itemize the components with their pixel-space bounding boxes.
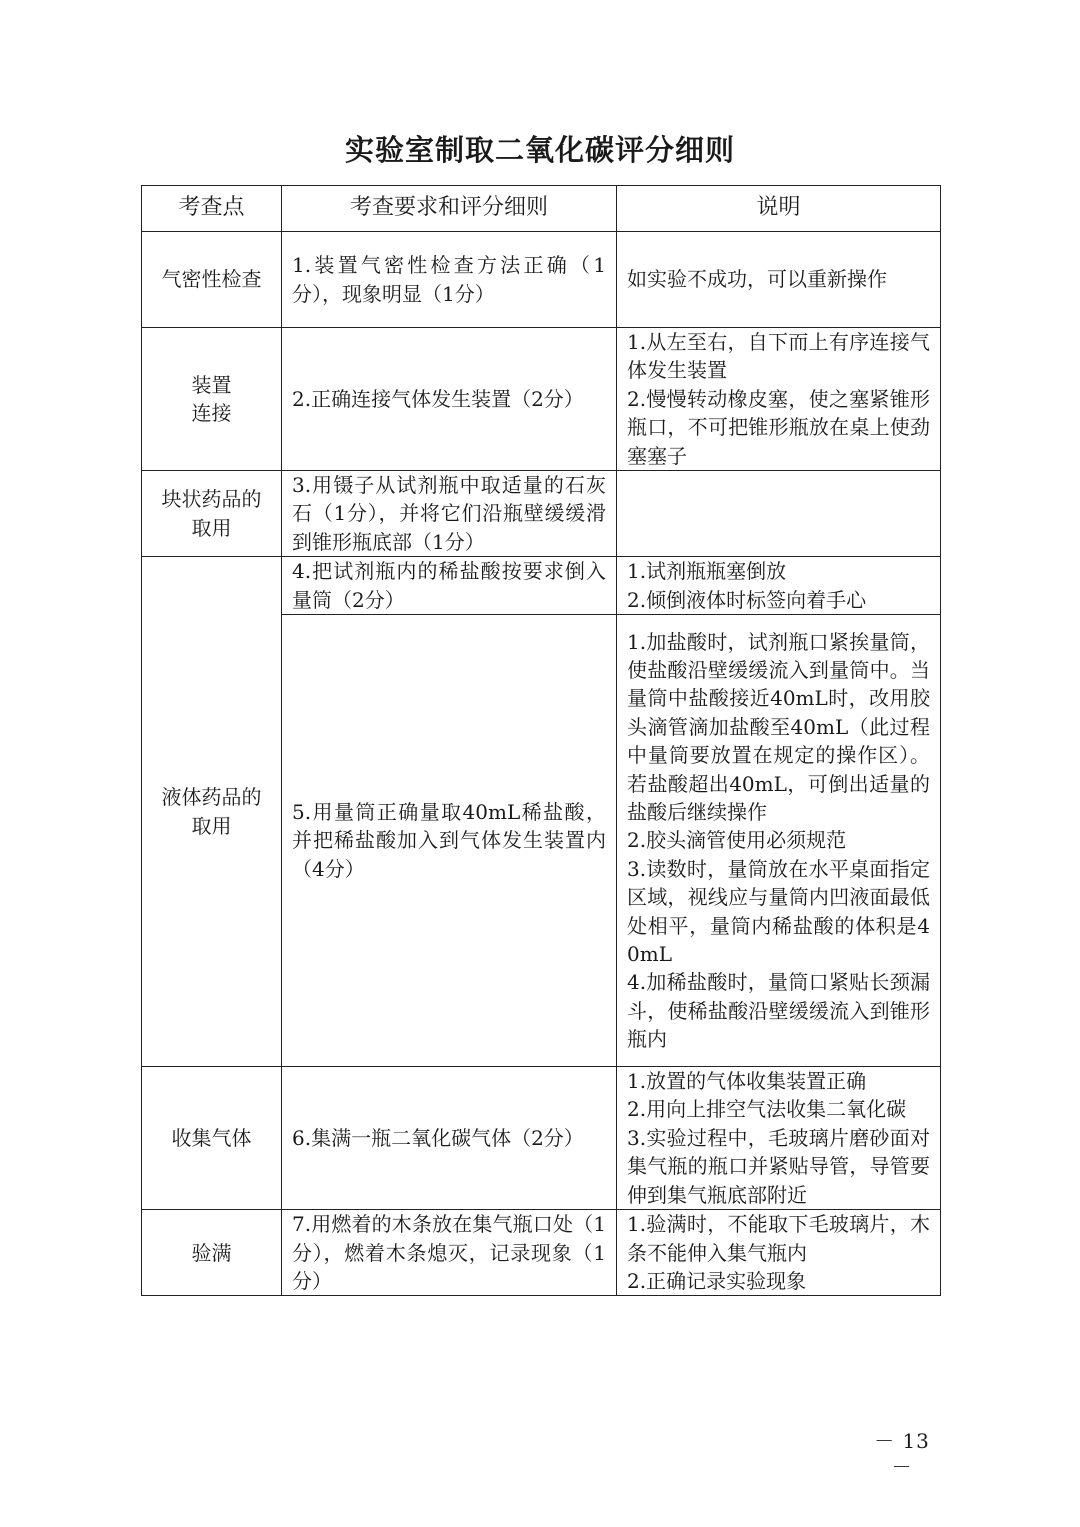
- table-row: [142, 1210, 941, 1296]
- header-check-point: 考查点: [142, 186, 282, 232]
- document-title: 实验室制取二氧化碳评分细则: [344, 133, 735, 167]
- header-notes: 说明: [617, 186, 941, 232]
- note-item: 2.慢慢转动橡皮塞，使之塞紧锥形瓶口，不可把锥形瓶放在桌上使劲塞塞子: [627, 386, 930, 468]
- requirement-cell: 7.用燃着的木条放在集气瓶口处（1分），燃着木条熄灭，记录现象（1分）: [282, 1210, 617, 1296]
- requirement-cell: 5.用量筒正确量取40mL稀盐酸，并把稀盐酸加入到气体发生装置内（4分）: [282, 615, 617, 1067]
- note-item: 3.实验过程中，毛玻璃片磨砂面对集气瓶的瓶口并紧贴导管，导管要伸到集气瓶底部附近: [627, 1125, 930, 1207]
- check-point-label: 取用: [191, 813, 232, 838]
- check-point-cell: [142, 328, 282, 471]
- check-point-label: 验满: [191, 1240, 232, 1265]
- table-row: [142, 232, 941, 328]
- requirement-cell: 3.用镊子从试剂瓶中取适量的石灰石（1分），并将它们沿瓶壁缓缓滑到锥形瓶底部（1分）: [282, 471, 617, 557]
- check-point-cell: [142, 232, 282, 328]
- notes-cell: [617, 557, 941, 615]
- check-point-label: 块状药品的: [161, 487, 262, 512]
- check-point-cell: [142, 471, 282, 557]
- notes-cell: [617, 1210, 941, 1296]
- notes-cell: [617, 1067, 941, 1210]
- notes-cell: [617, 328, 941, 471]
- notes-cell: [617, 615, 941, 1067]
- table-header-row: [142, 186, 941, 232]
- table-row: [142, 557, 941, 615]
- note-item: 2.倾倒液体时标签向着手心: [627, 587, 867, 612]
- note-item: 1.放置的气体收集装置正确: [627, 1069, 867, 1094]
- note-item: 1.从左至右，自下而上有序连接气体发生装置: [627, 330, 930, 383]
- requirement-cell: 1.装置气密性检查方法正确（1分），现象明显（1分）: [282, 232, 617, 328]
- table-row: [142, 471, 941, 557]
- check-point-label: 连接: [191, 401, 232, 426]
- page-number: － 13 －: [874, 1429, 930, 1479]
- note-item: 1.验满时，不能取下毛玻璃片，木条不能伸入集气瓶内: [627, 1212, 930, 1265]
- check-point-label: 气密性检查: [161, 267, 262, 292]
- requirement-cell: 6.集满一瓶二氧化碳气体（2分）: [282, 1067, 617, 1210]
- check-point-label: 装置: [191, 372, 232, 397]
- check-point-cell: [142, 1067, 282, 1210]
- requirement-cell: 4.把试剂瓶内的稀盐酸按要求倒入量筒（2分）: [282, 557, 617, 615]
- scoring-table: [141, 185, 941, 1296]
- note-item: 2.正确记录实验现象: [627, 1268, 807, 1293]
- note-item: 3.读数时，量筒放在水平桌面指定区域，视线应与量筒内凹液面最低处相平，量筒内稀盐酸的体积是40mL: [627, 856, 930, 966]
- note-item: 4.加稀盐酸时，量筒口紧贴长颈漏斗，使稀盐酸沿壁缓缓流入到锥形瓶内: [627, 970, 930, 1052]
- check-point-cell: [142, 1210, 282, 1296]
- note-item: 2.胶头滴管使用必须规范: [627, 828, 847, 853]
- requirement-cell: 2.正确连接气体发生装置（2分）: [282, 328, 617, 471]
- notes-cell: [617, 232, 941, 328]
- note-item: 1.加盐酸时，试剂瓶口紧挨量筒，使盐酸沿壁缓缓流入到量筒中。当量筒中盐酸接近40mL时，改用胶头滴管滴加盐酸至40mL（此过程中量筒要放置在规定的操作区）。若盐酸超出40mL，可倒出适量的盐酸后继续操作: [627, 629, 930, 824]
- note-item: 如实验不成功，可以重新操作: [627, 267, 887, 292]
- table-row: [142, 1067, 941, 1210]
- check-point-label: 收集气体: [171, 1125, 252, 1150]
- note-item: 1.试剂瓶瓶塞倒放: [627, 559, 787, 584]
- check-point-label: 液体药品的: [161, 785, 262, 810]
- check-point-label: 取用: [191, 515, 232, 540]
- check-point-cell: [142, 557, 282, 1067]
- table-row: [142, 328, 941, 471]
- note-item: 2.用向上排空气法收集二氧化碳: [627, 1097, 907, 1122]
- notes-cell: [617, 471, 941, 557]
- header-requirements: 考查要求和评分细则: [282, 186, 617, 232]
